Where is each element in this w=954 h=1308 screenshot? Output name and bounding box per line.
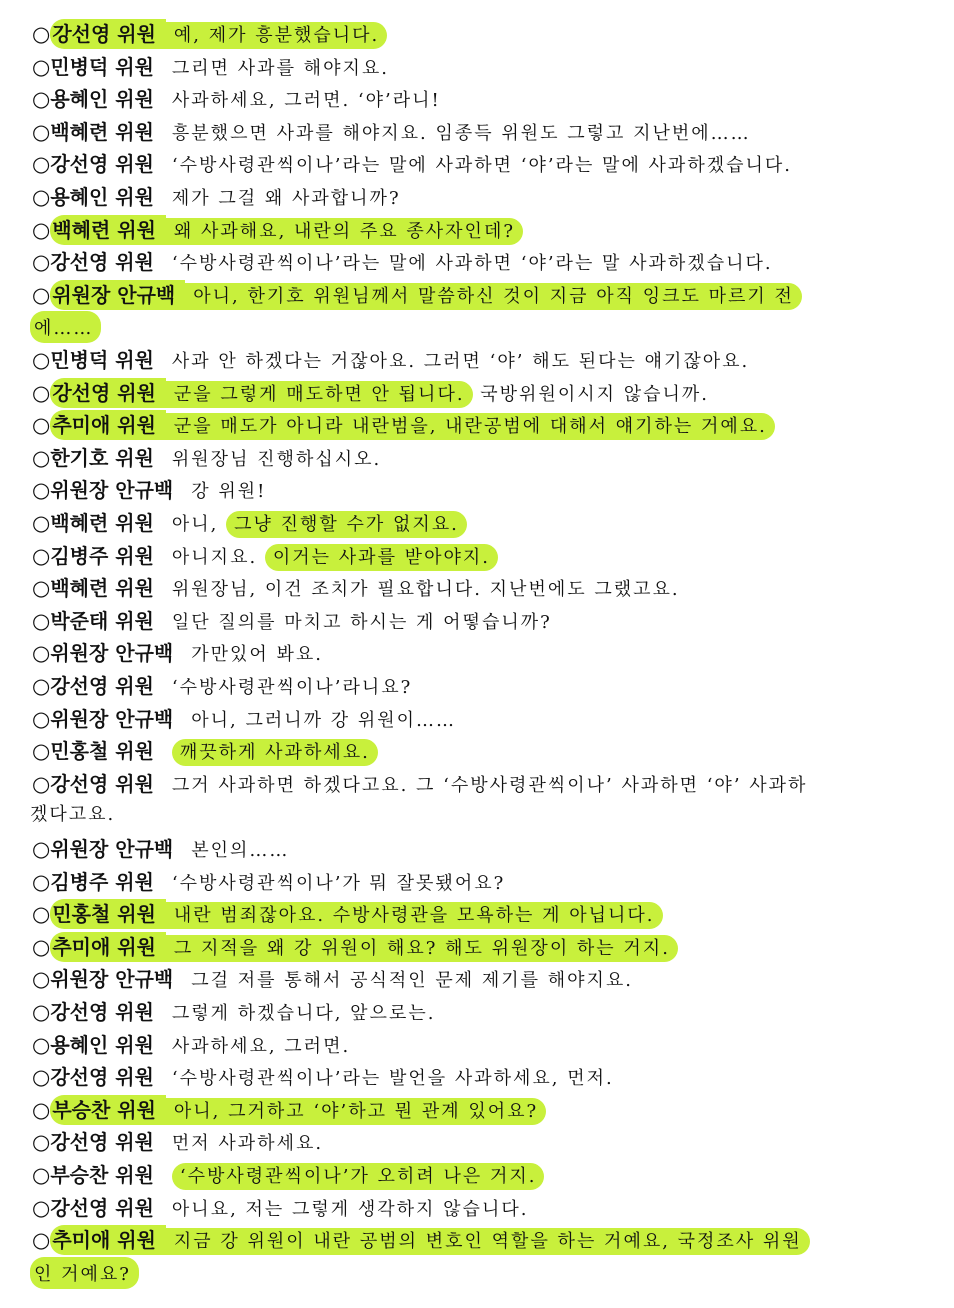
speech-text: 제가 그걸 왜 사과합니까? [171, 188, 401, 209]
entry-line [32, 409, 775, 438]
bullet-circle-icon: ○ [32, 250, 51, 275]
entry-line [32, 214, 523, 243]
speaker-name: 민병덕 위원 [50, 54, 154, 79]
bullet-circle-icon: ○ [32, 445, 51, 470]
bullet-circle-icon: ○ [32, 413, 51, 438]
speaker-name: 강선영 위원 [50, 19, 166, 49]
speaker-name: 강선영 위원 [50, 152, 154, 177]
entry-line [32, 898, 663, 927]
speech-text-continued: 에…… [30, 311, 101, 343]
entry-line [32, 963, 633, 992]
speech-text: 이거는 사과를 받아야지. [265, 544, 498, 571]
entry-line [32, 1094, 546, 1123]
speaker-name: 박준태 위원 [50, 608, 154, 633]
speech-text: 본인의…… [191, 840, 290, 861]
bullet-circle-icon: ○ [32, 348, 51, 372]
entry-line [32, 344, 749, 373]
speaker-name: 강선영 위원 [50, 1000, 154, 1024]
entry-line [32, 931, 678, 960]
speaker-name: 민홍철 위원 [50, 739, 154, 764]
bullet-circle-icon: ○ [32, 1195, 51, 1220]
speaker-name: 강선영 위원 [50, 250, 154, 275]
entry-line [32, 1126, 323, 1155]
speaker-name: 민병덕 위원 [50, 348, 154, 372]
speech-text: 그렇게 하겠습니다, 앞으로는. [171, 1003, 436, 1024]
entry-line [32, 735, 378, 764]
speech-text: 그걸 저를 통해서 공식적인 문제 제기를 해야지요. [191, 970, 634, 992]
entry-line [32, 670, 412, 699]
speaker-name: 부승찬 위원 [50, 1163, 154, 1187]
entry-line [32, 1192, 528, 1221]
bullet-circle-icon: ○ [32, 837, 51, 861]
bullet-circle-icon: ○ [32, 771, 51, 796]
speech-text: ‘수방사령관씩이나’가 오히려 나은 거지. [172, 1163, 545, 1190]
entry-line [32, 996, 435, 1025]
bullet-circle-icon: ○ [32, 511, 51, 535]
entry-line [32, 148, 792, 177]
bullet-circle-icon: ○ [32, 1163, 51, 1187]
speech-text: 그냥 진행할 수가 없지요. [226, 511, 467, 538]
bullet-circle-icon: ○ [32, 217, 51, 242]
bullet-circle-icon: ○ [32, 706, 51, 731]
bullet-circle-icon: ○ [32, 674, 51, 698]
entry-line [32, 83, 441, 112]
bullet-circle-icon: ○ [32, 1000, 51, 1024]
speech-text-lead: 아니지요. [171, 546, 265, 568]
speech-text: ‘수방사령관씩이나’라는 말에 사과하면 ‘야’라는 말 사과하겠습니다. [171, 253, 773, 275]
speech-text: 아니, 그거하고 ‘야’하고 뭔 관계 있어요? [166, 1098, 546, 1125]
speech-text: 위원장님, 이건 조치가 필요합니다. 지난번에도 그랬고요. [171, 579, 680, 601]
entry-line [32, 605, 552, 634]
bullet-circle-icon: ○ [32, 1065, 51, 1090]
speech-text: 그리면 사과를 해야지요. [171, 57, 389, 79]
speaker-name: 용혜인 위원 [50, 185, 154, 209]
speech-text: 일단 질의를 마치고 하시는 게 어떻습니까? [171, 611, 552, 633]
speaker-name: 위원장 안규백 [50, 837, 174, 861]
entry-line [32, 279, 802, 308]
speech-text: 군을 매도가 아니라 내란범을, 내란공범에 대해서 얘기하는 거예요. [166, 413, 775, 440]
entry-line [32, 540, 498, 569]
speech-text: 사과 안 하겠다는 거잖아요. 그러면 ‘야’ 해도 된다는 얘기잖아요. [171, 351, 750, 372]
speaker-name: 민홍철 위원 [50, 899, 166, 929]
speaker-name: 용혜인 위원 [50, 1032, 154, 1057]
entry-line [32, 1029, 350, 1058]
entry-line [32, 1224, 810, 1253]
speaker-name: 위원장 안규백 [50, 280, 185, 310]
entry-line [32, 51, 389, 80]
bullet-circle-icon: ○ [32, 608, 51, 633]
speech-text: 아니, 한기호 위원님께서 말씀하신 것이 지금 아직 잉크도 마르기 전 [185, 283, 802, 310]
speech-text: 아니요, 저는 그렇게 생각하지 않습니다. [171, 1198, 529, 1220]
speaker-name: 백혜련 위원 [50, 576, 154, 601]
bullet-circle-icon: ○ [32, 87, 51, 112]
speech-text: ‘수방사령관씩이나’가 뭐 잘못됐어요? [171, 872, 506, 894]
bullet-circle-icon: ○ [32, 119, 51, 144]
speaker-name: 추미애 위원 [50, 1225, 166, 1255]
speech-text: 위원장님 진행하십시오. [171, 448, 382, 470]
speaker-name: 위원장 안규백 [50, 967, 174, 992]
bullet-circle-icon: ○ [32, 543, 51, 568]
entry-line [32, 116, 751, 145]
speech-text-continued: 인 거예요? [30, 1257, 139, 1289]
speech-text: 그거 사과하면 하겠다고요. 그 ‘수방사령관씩이나’ 사과하면 ‘야’ 사과하 [171, 774, 808, 796]
bullet-circle-icon: ○ [32, 869, 51, 894]
entry-line [32, 507, 467, 536]
speaker-name: 위원장 안규백 [50, 706, 174, 731]
speech-text: 아니, 그러니까 강 위원이…… [191, 709, 456, 731]
entry-line [32, 181, 401, 210]
entry-line [32, 474, 266, 503]
speech-text: 먼저 사과하세요. [171, 1133, 324, 1155]
bullet-circle-icon: ○ [32, 902, 51, 927]
speaker-name: 백혜련 위원 [50, 119, 154, 144]
speech-text: 흥분했으면 사과를 해야지요. 임종득 위원도 그렇고 지난번에…… [171, 122, 751, 144]
speech-text-lead: 아니, [171, 514, 227, 535]
speaker-name: 위원장 안규백 [50, 478, 174, 503]
speech-text: ‘수방사령관씩이나’라는 발언을 사과하세요, 먼저. [171, 1068, 614, 1090]
entry-line [32, 637, 323, 666]
bullet-circle-icon: ○ [32, 1228, 51, 1253]
speaker-name: 강선영 위원 [50, 378, 166, 408]
entry-line [32, 377, 709, 406]
speech-text: ‘수방사령관씩이나’라니요? [171, 677, 413, 698]
entry-line [32, 1061, 614, 1090]
bullet-circle-icon: ○ [32, 739, 51, 764]
entry-line [32, 442, 381, 471]
speaker-name: 김병주 위원 [50, 869, 154, 894]
bullet-circle-icon: ○ [32, 1097, 51, 1122]
speech-text: 왜 사과해요, 내란의 주요 종사자인데? [166, 218, 523, 245]
speaker-name: 추미애 위원 [50, 932, 166, 962]
speaker-name: 김병주 위원 [50, 543, 154, 568]
speech-text-continued: 겠다고요. [30, 804, 116, 826]
entry-line [32, 1159, 544, 1188]
speaker-name: 위원장 안규백 [50, 641, 174, 666]
speaker-name: 백혜련 위원 [50, 215, 166, 245]
speaker-name: 강선영 위원 [50, 1130, 154, 1155]
speech-text: ‘수방사령관씩이나’라는 말에 사과하면 ‘야’라는 말에 사과하겠습니다. [171, 155, 792, 177]
bullet-circle-icon: ○ [32, 1032, 51, 1057]
speech-text: 강 위원! [191, 481, 267, 503]
speech-text: 그 지적을 왜 강 위원이 해요? 해도 위원장이 하는 거지. [166, 935, 678, 962]
bullet-circle-icon: ○ [32, 282, 51, 307]
bullet-circle-icon: ○ [32, 22, 51, 46]
entry-line [32, 572, 680, 601]
speech-text: 사과하세요, 그러면. [171, 1035, 351, 1057]
bullet-circle-icon: ○ [32, 967, 51, 992]
speaker-name: 강선영 위원 [50, 1065, 154, 1090]
entry-line [32, 246, 773, 275]
speech-text: 가만있어 봐요. [191, 644, 323, 666]
bullet-circle-icon: ○ [32, 934, 51, 959]
speech-text: 내란 범죄잖아요. 수방사령관을 모욕하는 게 아닙니다. [166, 902, 663, 929]
speaker-name: 강선영 위원 [50, 1195, 154, 1220]
entry-line [32, 833, 289, 862]
speaker-name: 부승찬 위원 [50, 1095, 166, 1125]
entry-line [32, 768, 807, 797]
bullet-circle-icon: ○ [32, 576, 51, 601]
entry-line [32, 703, 456, 732]
speaker-name: 강선영 위원 [50, 674, 154, 698]
speech-text-tail: 국방위원이시지 않습니까. [472, 383, 709, 405]
speech-text: 예, 제가 흥분했습니다. [166, 22, 387, 49]
speech-text: 깨끗하게 사과하세요. [172, 739, 378, 766]
bullet-circle-icon: ○ [32, 54, 51, 79]
entry-line [32, 18, 387, 47]
bullet-circle-icon: ○ [32, 152, 51, 177]
speech-text: 사과하세요, 그러면. ‘야’라니! [171, 90, 441, 112]
speaker-name: 추미애 위원 [50, 410, 166, 440]
speaker-name: 용혜인 위원 [50, 87, 154, 112]
entry-line [32, 866, 505, 895]
bullet-circle-icon: ○ [32, 380, 51, 405]
bullet-circle-icon: ○ [32, 185, 51, 209]
bullet-circle-icon: ○ [32, 478, 51, 503]
bullet-circle-icon: ○ [32, 641, 51, 666]
speaker-name: 강선영 위원 [50, 771, 154, 796]
speaker-name: 백혜련 위원 [50, 511, 154, 535]
speech-text: 지금 강 위원이 내란 공범의 변호인 역할을 하는 거예요, 국정조사 위원 [166, 1228, 810, 1255]
speaker-name: 한기호 위원 [50, 445, 154, 470]
speech-text: 군을 그렇게 매도하면 안 됩니다. [166, 381, 473, 408]
bullet-circle-icon: ○ [32, 1130, 51, 1155]
